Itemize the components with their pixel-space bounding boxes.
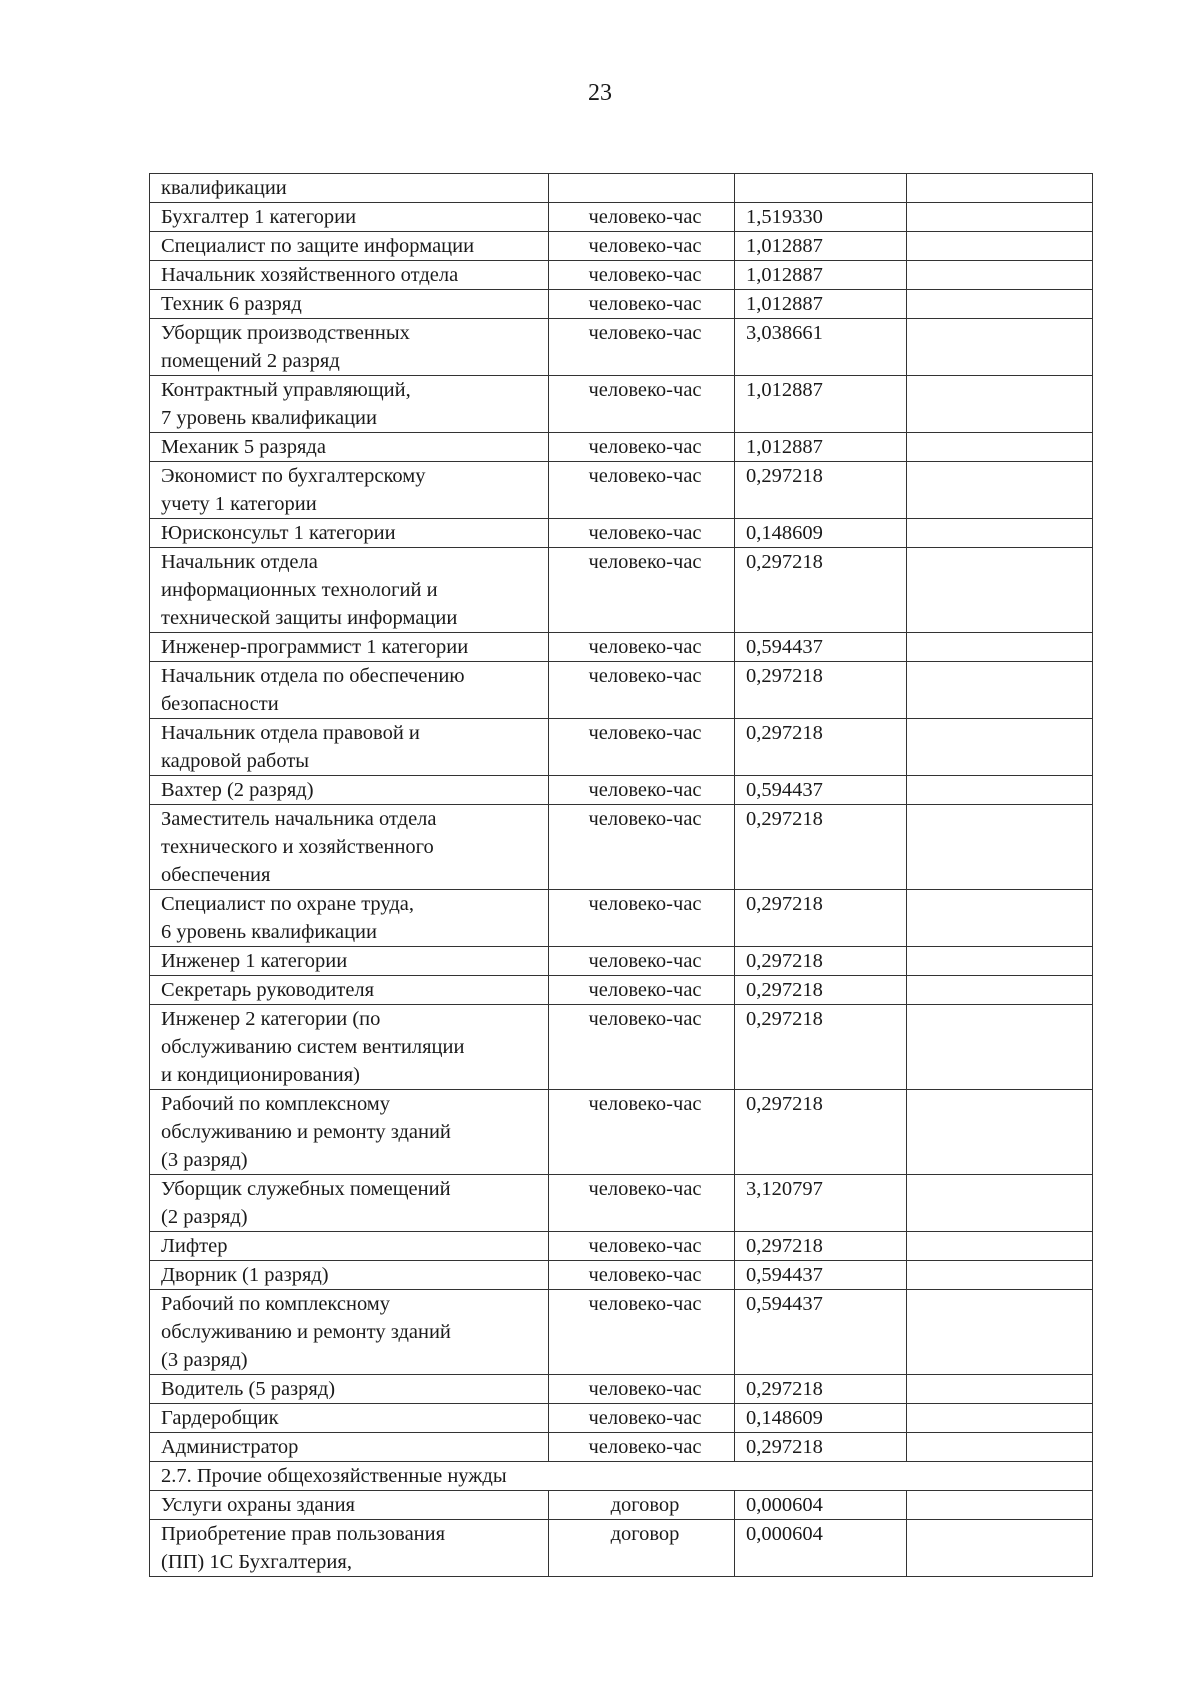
value-cell: 0,297218	[735, 1433, 907, 1462]
unit-cell: человеко-час	[549, 1232, 735, 1261]
table-row	[150, 1433, 1093, 1462]
unit-cell: человеко-час	[549, 203, 735, 232]
value-cell: 1,012887	[735, 376, 907, 433]
value-cell: 0,594437	[735, 1290, 907, 1375]
value-cell: 1,012887	[735, 232, 907, 261]
value-cell: 1,519330	[735, 203, 907, 232]
position-cell: Начальник отдела информационных технологий и технической защиты информации	[150, 548, 549, 633]
position-cell: Рабочий по комплексному обслуживанию и ремонту зданий (3 разряд)	[150, 1090, 549, 1175]
empty-cell	[907, 290, 1093, 319]
unit-cell: договор	[549, 1520, 735, 1577]
unit-cell: человеко-час	[549, 976, 735, 1005]
table-row	[150, 1090, 1093, 1175]
table-row	[150, 1491, 1093, 1520]
position-cell: Начальник отдела по обеспечению безопасности	[150, 662, 549, 719]
value-cell: 0,297218	[735, 719, 907, 776]
empty-cell	[907, 719, 1093, 776]
table-body-2	[150, 1491, 1093, 1577]
table-row	[150, 662, 1093, 719]
value-cell: 3,038661	[735, 319, 907, 376]
unit-cell: человеко-час	[549, 1261, 735, 1290]
unit-cell: человеко-час	[549, 776, 735, 805]
unit-cell: человеко-час	[549, 662, 735, 719]
empty-cell	[907, 1090, 1093, 1175]
position-cell: Контрактный управляющий, 7 уровень квалификации	[150, 376, 549, 433]
value-cell: 0,000604	[735, 1520, 907, 1577]
empty-cell	[907, 1520, 1093, 1577]
table-row	[150, 805, 1093, 890]
table-row	[150, 1520, 1093, 1577]
empty-cell	[907, 890, 1093, 947]
unit-cell: человеко-час	[549, 319, 735, 376]
unit-cell: человеко-час	[549, 1375, 735, 1404]
table-row	[150, 203, 1093, 232]
unit-cell: человеко-час	[549, 433, 735, 462]
value-cell: 0,297218	[735, 1232, 907, 1261]
value-cell	[735, 174, 907, 203]
position-cell: квалификации	[150, 174, 549, 203]
position-cell: Рабочий по комплексному обслуживанию и ремонту зданий (3 разряд)	[150, 1290, 549, 1375]
unit-cell: человеко-час	[549, 947, 735, 976]
unit-cell: человеко-час	[549, 1290, 735, 1375]
empty-cell	[907, 548, 1093, 633]
position-cell: Уборщик служебных помещений (2 разряд)	[150, 1175, 549, 1232]
value-cell: 0,000604	[735, 1491, 907, 1520]
empty-cell	[907, 1491, 1093, 1520]
position-cell: Техник 6 разряд	[150, 290, 549, 319]
table-row	[150, 1404, 1093, 1433]
value-cell: 0,297218	[735, 805, 907, 890]
cost-table	[149, 173, 1093, 1577]
table-row	[150, 232, 1093, 261]
position-cell: Начальник хозяйственного отдела	[150, 261, 549, 290]
table-row	[150, 261, 1093, 290]
empty-cell	[907, 976, 1093, 1005]
value-cell: 1,012887	[735, 261, 907, 290]
position-cell: Вахтер (2 разряд)	[150, 776, 549, 805]
empty-cell	[907, 776, 1093, 805]
value-cell: 0,297218	[735, 1090, 907, 1175]
unit-cell: человеко-час	[549, 376, 735, 433]
value-cell: 0,148609	[735, 1404, 907, 1433]
value-cell: 3,120797	[735, 1175, 907, 1232]
position-cell: Начальник отдела правовой и кадровой работы	[150, 719, 549, 776]
empty-cell	[907, 1290, 1093, 1375]
empty-cell	[907, 174, 1093, 203]
position-cell: Механик 5 разряда	[150, 433, 549, 462]
position-cell: Инженер 2 категории (по обслуживанию систем вентиляции и кондиционирования)	[150, 1005, 549, 1090]
unit-cell: человеко-час	[549, 1090, 735, 1175]
table-row	[150, 548, 1093, 633]
table-row	[150, 290, 1093, 319]
value-cell: 0,148609	[735, 519, 907, 548]
position-cell: Экономист по бухгалтерскому учету 1 категории	[150, 462, 549, 519]
table-row	[150, 174, 1093, 203]
unit-cell: человеко-час	[549, 1433, 735, 1462]
empty-cell	[907, 805, 1093, 890]
table-row	[150, 1261, 1093, 1290]
position-cell: Секретарь руководителя	[150, 976, 549, 1005]
unit-cell: человеко-час	[549, 805, 735, 890]
table-row	[150, 1232, 1093, 1261]
table-row	[150, 1375, 1093, 1404]
empty-cell	[907, 633, 1093, 662]
empty-cell	[907, 261, 1093, 290]
position-cell: Специалист по охране труда, 6 уровень квалификации	[150, 890, 549, 947]
unit-cell: человеко-час	[549, 261, 735, 290]
table-row	[150, 433, 1093, 462]
value-cell: 1,012887	[735, 290, 907, 319]
position-cell: Бухгалтер 1 категории	[150, 203, 549, 232]
value-cell: 0,297218	[735, 662, 907, 719]
position-cell: Администратор	[150, 1433, 549, 1462]
empty-cell	[907, 203, 1093, 232]
unit-cell: человеко-час	[549, 232, 735, 261]
unit-cell: человеко-час	[549, 1175, 735, 1232]
table-row	[150, 776, 1093, 805]
value-cell: 0,297218	[735, 947, 907, 976]
position-cell: Лифтер	[150, 1232, 549, 1261]
position-cell: Услуги охраны здания	[150, 1491, 549, 1520]
section-row	[150, 1462, 1093, 1491]
value-cell: 0,297218	[735, 462, 907, 519]
empty-cell	[907, 662, 1093, 719]
value-cell: 0,297218	[735, 890, 907, 947]
position-cell: Юрисконсульт 1 категории	[150, 519, 549, 548]
table-row	[150, 719, 1093, 776]
unit-cell: человеко-час	[549, 1005, 735, 1090]
page-number: 23	[588, 80, 612, 106]
value-cell: 0,297218	[735, 548, 907, 633]
table-row	[150, 462, 1093, 519]
empty-cell	[907, 1404, 1093, 1433]
value-cell: 0,594437	[735, 633, 907, 662]
unit-cell: договор	[549, 1491, 735, 1520]
table-row	[150, 633, 1093, 662]
position-cell: Гардеробщик	[150, 1404, 549, 1433]
empty-cell	[907, 1232, 1093, 1261]
unit-cell: человеко-час	[549, 633, 735, 662]
table-body	[150, 174, 1093, 1462]
unit-cell: человеко-час	[549, 462, 735, 519]
position-cell: Уборщик производственных помещений 2 разряд	[150, 319, 549, 376]
unit-cell: человеко-час	[549, 890, 735, 947]
empty-cell	[907, 1375, 1093, 1404]
position-cell: Приобретение прав пользования (ПП) 1С Бухгалтерия,	[150, 1520, 549, 1577]
table-row	[150, 890, 1093, 947]
empty-cell	[907, 1005, 1093, 1090]
empty-cell	[907, 947, 1093, 976]
value-cell: 0,297218	[735, 976, 907, 1005]
empty-cell	[907, 319, 1093, 376]
unit-cell: человеко-час	[549, 1404, 735, 1433]
position-cell: Дворник (1 разряд)	[150, 1261, 549, 1290]
table-row	[150, 1290, 1093, 1375]
empty-cell	[907, 1175, 1093, 1232]
table-row	[150, 376, 1093, 433]
position-cell: Водитель (5 разряд)	[150, 1375, 549, 1404]
table-row	[150, 1175, 1093, 1232]
position-cell: Специалист по защите информации	[150, 232, 549, 261]
unit-cell: человеко-час	[549, 519, 735, 548]
table-row	[150, 519, 1093, 548]
table-row	[150, 947, 1093, 976]
value-cell: 0,297218	[735, 1375, 907, 1404]
empty-cell	[907, 376, 1093, 433]
unit-cell: человеко-час	[549, 719, 735, 776]
value-cell: 0,594437	[735, 776, 907, 805]
unit-cell	[549, 174, 735, 203]
table-row	[150, 976, 1093, 1005]
value-cell: 0,594437	[735, 1261, 907, 1290]
empty-cell	[907, 1433, 1093, 1462]
unit-cell: человеко-час	[549, 548, 735, 633]
empty-cell	[907, 519, 1093, 548]
value-cell: 1,012887	[735, 433, 907, 462]
section-title: 2.7. Прочие общехозяйственные нужды	[150, 1462, 1093, 1491]
position-cell: Заместитель начальника отдела технического и хозяйственного обеспечения	[150, 805, 549, 890]
position-cell: Инженер 1 категории	[150, 947, 549, 976]
unit-cell: человеко-час	[549, 290, 735, 319]
table-row	[150, 319, 1093, 376]
empty-cell	[907, 433, 1093, 462]
empty-cell	[907, 1261, 1093, 1290]
empty-cell	[907, 462, 1093, 519]
empty-cell	[907, 232, 1093, 261]
position-cell: Инженер-программист 1 категории	[150, 633, 549, 662]
value-cell: 0,297218	[735, 1005, 907, 1090]
table-row	[150, 1005, 1093, 1090]
